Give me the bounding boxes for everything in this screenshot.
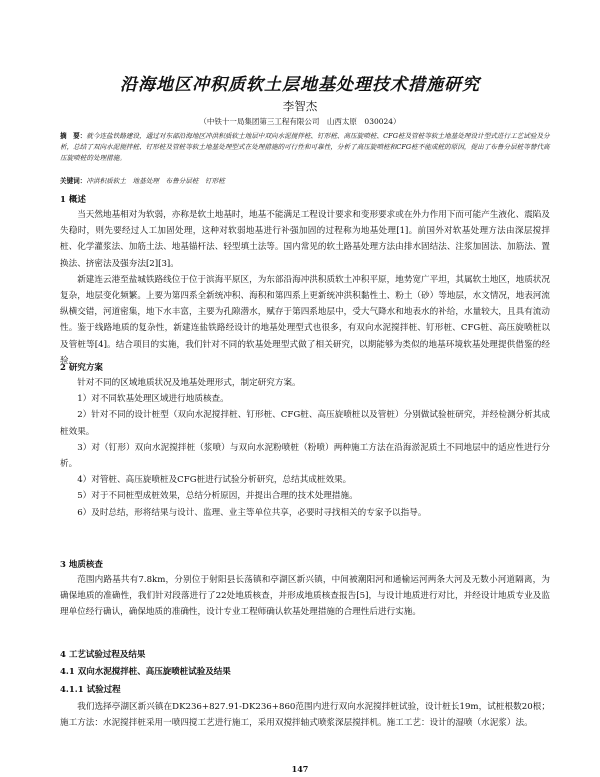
keywords — [60, 175, 550, 185]
section-heading-4: 4 工艺试验过程及结果 — [60, 650, 146, 660]
paragraph: 针对不同的区域地质状况及地基处理形式，制定研究方案。 — [77, 378, 301, 388]
paper-title: 沿海地区冲积质软土层地基处理技术措施研究 — [120, 75, 480, 95]
paragraph: 新建连云港至盐城铁路线位于位于滨海平原区，为东部沿海冲洪积质软土冲积平原，地势宽广平坦，其属软土地区，地质状况复杂，地层变化频繁。上要为第四系全新统冲积、海积和第四系上更新统冲洪积黏性土、粉土（砂）等地层，水文情况，地表河流纵横交错，河道密集，地下水丰富，主要为孔隙潜水，赋存于第四系地层中，受大气降水和地表水的补给，水量较大，且具有流动性。鉴于线路地质的复杂性，新建连盐铁路经设计的地基处理型式也很多，有双向水泥搅拌桩、钉形桩、CFG桩、高压旋喷桩以及管桩等[4]。结合项目的实施，我们针对不同的软基处理型式做了相关研究，以期能够为类似的地基环境软基处理提供借鉴的经验。 — [60, 274, 550, 366]
section-1-body — [60, 207, 550, 369]
list-item: 4）对管桩、高压旋喷桩及CFG桩进行试验分析研究，总结其成桩效果。 — [77, 475, 352, 486]
section-heading-2: 2 研究方案 — [60, 363, 103, 373]
section-4-body — [60, 699, 550, 731]
list-item: 6）及时总结，形将结果与设计、监理、业主等单位共享，必要时寻找相关的专家予以指导。 — [77, 507, 427, 518]
keywords-label: 关键词： — [60, 177, 87, 185]
section-heading-3: 3 地质核查 — [60, 560, 103, 570]
list-item: 1）对不同软基处理区域进行地质核查。 — [77, 394, 229, 405]
abstract-text: 就今连盐铁路建设，通过对东部沿海地区冲洪积质软土地层中双向水泥搅拌桩、钉形桩、高压旋喷桩、CFG桩及管桩等软土地基处理设计型式进行工艺试验及分析，总结了双向水泥搅拌桩、钉形桩及管桩等软土地基处理型式在处理措施的可行性和可靠性，分析了高压旋喷桩和CFG桩不能成桩的原因，提出了布鲁分层桩等替代高压旋喷桩的处理措施。 — [60, 132, 550, 162]
section-heading-1: 1 概述 — [60, 195, 86, 205]
list-item: 2）针对不同的设计桩型（双向水泥搅拌桩、钉形桩、CFG桩、高压旋喷桩以及管桩）分别做试验桩研究，并经检测分析其成桩效果。 — [60, 410, 550, 437]
subsection-heading-4-1: 4.1 双向水泥搅拌桩、高压旋喷桩试验及结果 — [60, 667, 231, 677]
paragraph: 当天然地基相对为软弱，亦称是软土地基时，地基不能满足工程设计要求和变形要求或在外力作用下而可能产生液化、震陷及失稳时，则先要经过人工加固处理，这种对软弱地基进行补强加固的过程称为地基处理[1]。前国外对软基处理方法由深层搅拌桩、化学灌浆法、加筋土法、地基锚杆法、轻型填土法等。国内常见的软土路基处理方法由排水固结法、注浆加固法、加筋法、置换法、挤密法及强夯法[2][3]。 — [60, 210, 550, 269]
section-2-body — [60, 375, 550, 521]
author-name: 李智杰 — [282, 99, 318, 113]
page-number: 147 — [291, 764, 309, 774]
abstract-label: 摘 要： — [60, 132, 87, 140]
subsection-heading-4-1-1: 4.1.1 试验过程 — [60, 685, 121, 695]
paragraph: 我们选择亭湖区新兴镇在DK236+827.91-DK236+860范围内进行双向水泥搅拌桩试验，设计桩长19m，试桩根数20根；施工方法：水泥搅拌桩采用一喷四搅工艺进行施工，采用双搅拌轴式喷浆深层搅拌机。施工工艺：设计的湿喷（水泥浆）法。 — [60, 702, 550, 729]
section-3-body — [60, 572, 550, 621]
paragraph: 范围内路基共有7.8km，分别位于射阳县长荡镇和亭湖区新兴镇，中间被潮阳河和通榆运河两条大河及无数小河道隔离，为确保地质的准确性，我们针对段落进行了22处地质核查，并形成地质核查报告[5]，与设计地质进行对比，并经设计地质专业及监理单位经行确认，确保地质的准确性，设计专业工程师确认软基处理措施的合理性后进行实施。 — [60, 575, 550, 618]
list-item: 3）对（钉形）双向水泥搅拌桩（浆喷）与双向水泥粉喷桩（粉喷）两种施工方法在沿海淤泥质土不同地层中的适应性进行分析。 — [60, 442, 550, 470]
abstract — [60, 131, 550, 164]
list-item: 5）对于不同桩型成桩效果，总结分析原因，并提出合理的技术处理措施。 — [77, 491, 358, 502]
keywords-text: 冲洪积质软土 地基处理 布鲁分层桩 钉形桩 — [86, 177, 225, 185]
author-affiliation: （中铁十一局集团第三工程有限公司 山西太原 030024） — [199, 117, 401, 126]
